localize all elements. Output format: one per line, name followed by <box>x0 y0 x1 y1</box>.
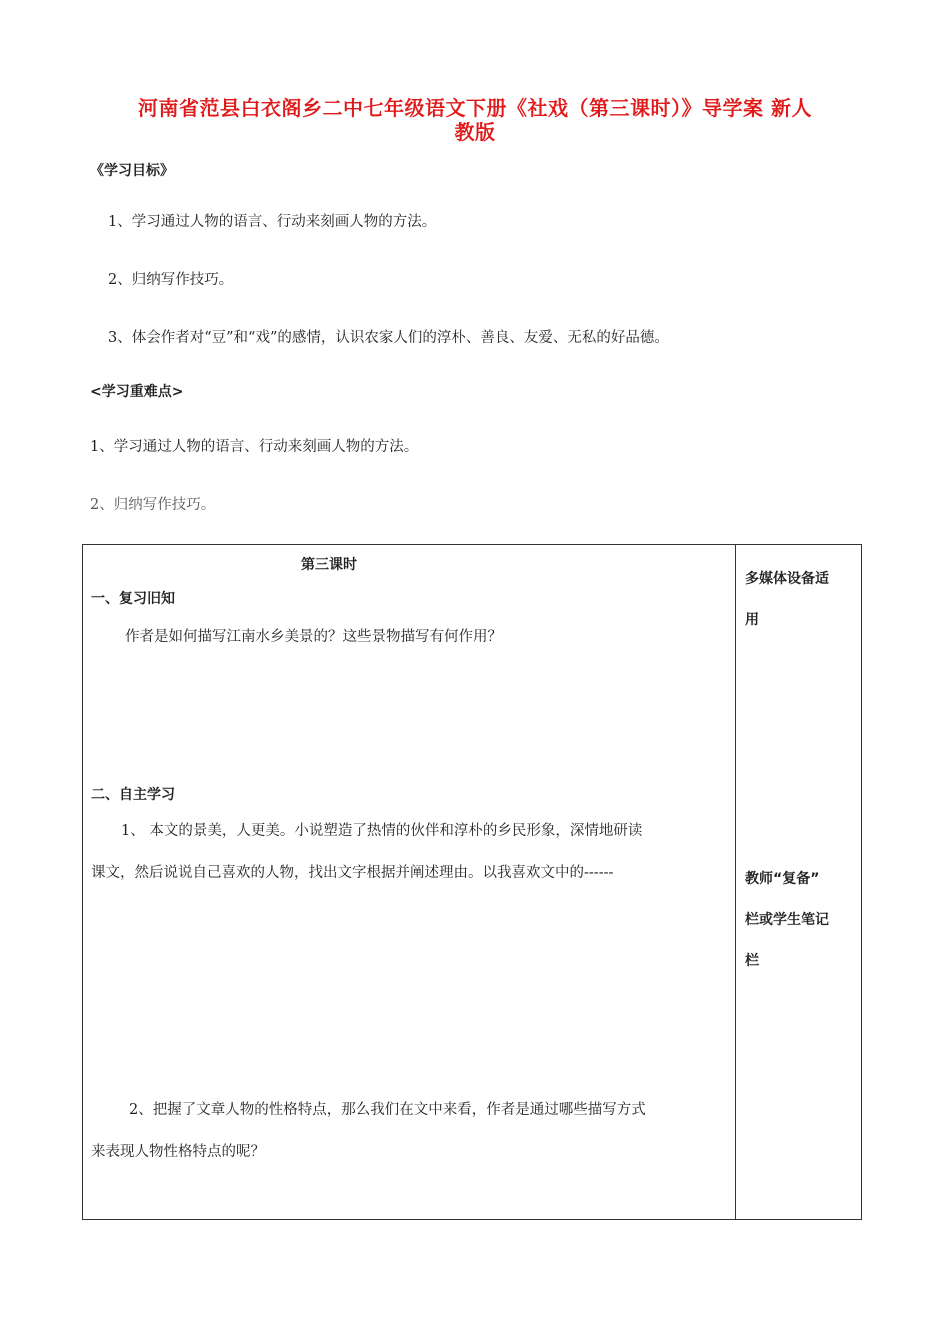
key-point-item-1: 1、学习通过人物的语言、行动来刻画人物的方法。 <box>90 439 419 455</box>
question-1-line-1: 1、 本文的景美，人更美。小说塑造了热情的伙伴和淳朴的乡民形象，深情地研读 <box>121 823 643 839</box>
side-note-teacher-line-2: 栏或学生笔记 <box>745 912 829 928</box>
side-note-teacher <box>745 859 855 982</box>
lesson-title: 第三课时 <box>301 557 357 573</box>
side-note-teacher-line-1: 教师“复备” <box>745 871 820 887</box>
lesson-table <box>82 544 862 1220</box>
objective-item-1: 1、学习通过人物的语言、行动来刻画人物的方法。 <box>108 214 437 230</box>
side-note-multimedia-line-1: 多媒体设备适 <box>745 571 829 587</box>
key-points-heading: <学习重难点> <box>90 384 184 400</box>
section-review-heading: 一、复习旧知 <box>91 591 175 607</box>
review-question: 作者是如何描写江南水乡美景的？这些景物描写有何作用？ <box>125 629 502 645</box>
question-2-line-1: 2、把握了文章人物的性格特点，那么我们在文中来看，作者是通过哪些描写方式 <box>129 1102 646 1118</box>
question-2-line-2: 来表现人物性格特点的呢？ <box>91 1144 265 1160</box>
key-point-item-2: 2、归纳写作技巧。 <box>90 497 216 513</box>
objective-item-3: 3、体会作者对“豆”和“戏”的感情，认识农家人们的淳朴、善良、友爱、无私的好品德。 <box>108 330 669 346</box>
title-line-1: 河南省范县白衣阁乡二中七年级语文下册《社戏（第三课时）》导学案 新人 <box>138 96 812 120</box>
question-1-line-2: 课文，然后说说自己喜欢的人物，找出文字根据并阐述理由。以我喜欢文中的------ <box>91 865 614 881</box>
table-column-divider <box>735 545 736 1219</box>
side-note-multimedia-line-2: 用 <box>745 612 759 628</box>
title-line-2: 教版 <box>454 120 496 144</box>
objective-item-2: 2、归纳写作技巧。 <box>108 272 234 288</box>
side-note-teacher-line-3: 栏 <box>745 953 759 969</box>
objectives-heading: 《学习目标》 <box>90 163 174 179</box>
document-title <box>90 96 860 144</box>
side-note-multimedia <box>745 559 855 641</box>
section-self-study-heading: 二、自主学习 <box>91 787 175 803</box>
